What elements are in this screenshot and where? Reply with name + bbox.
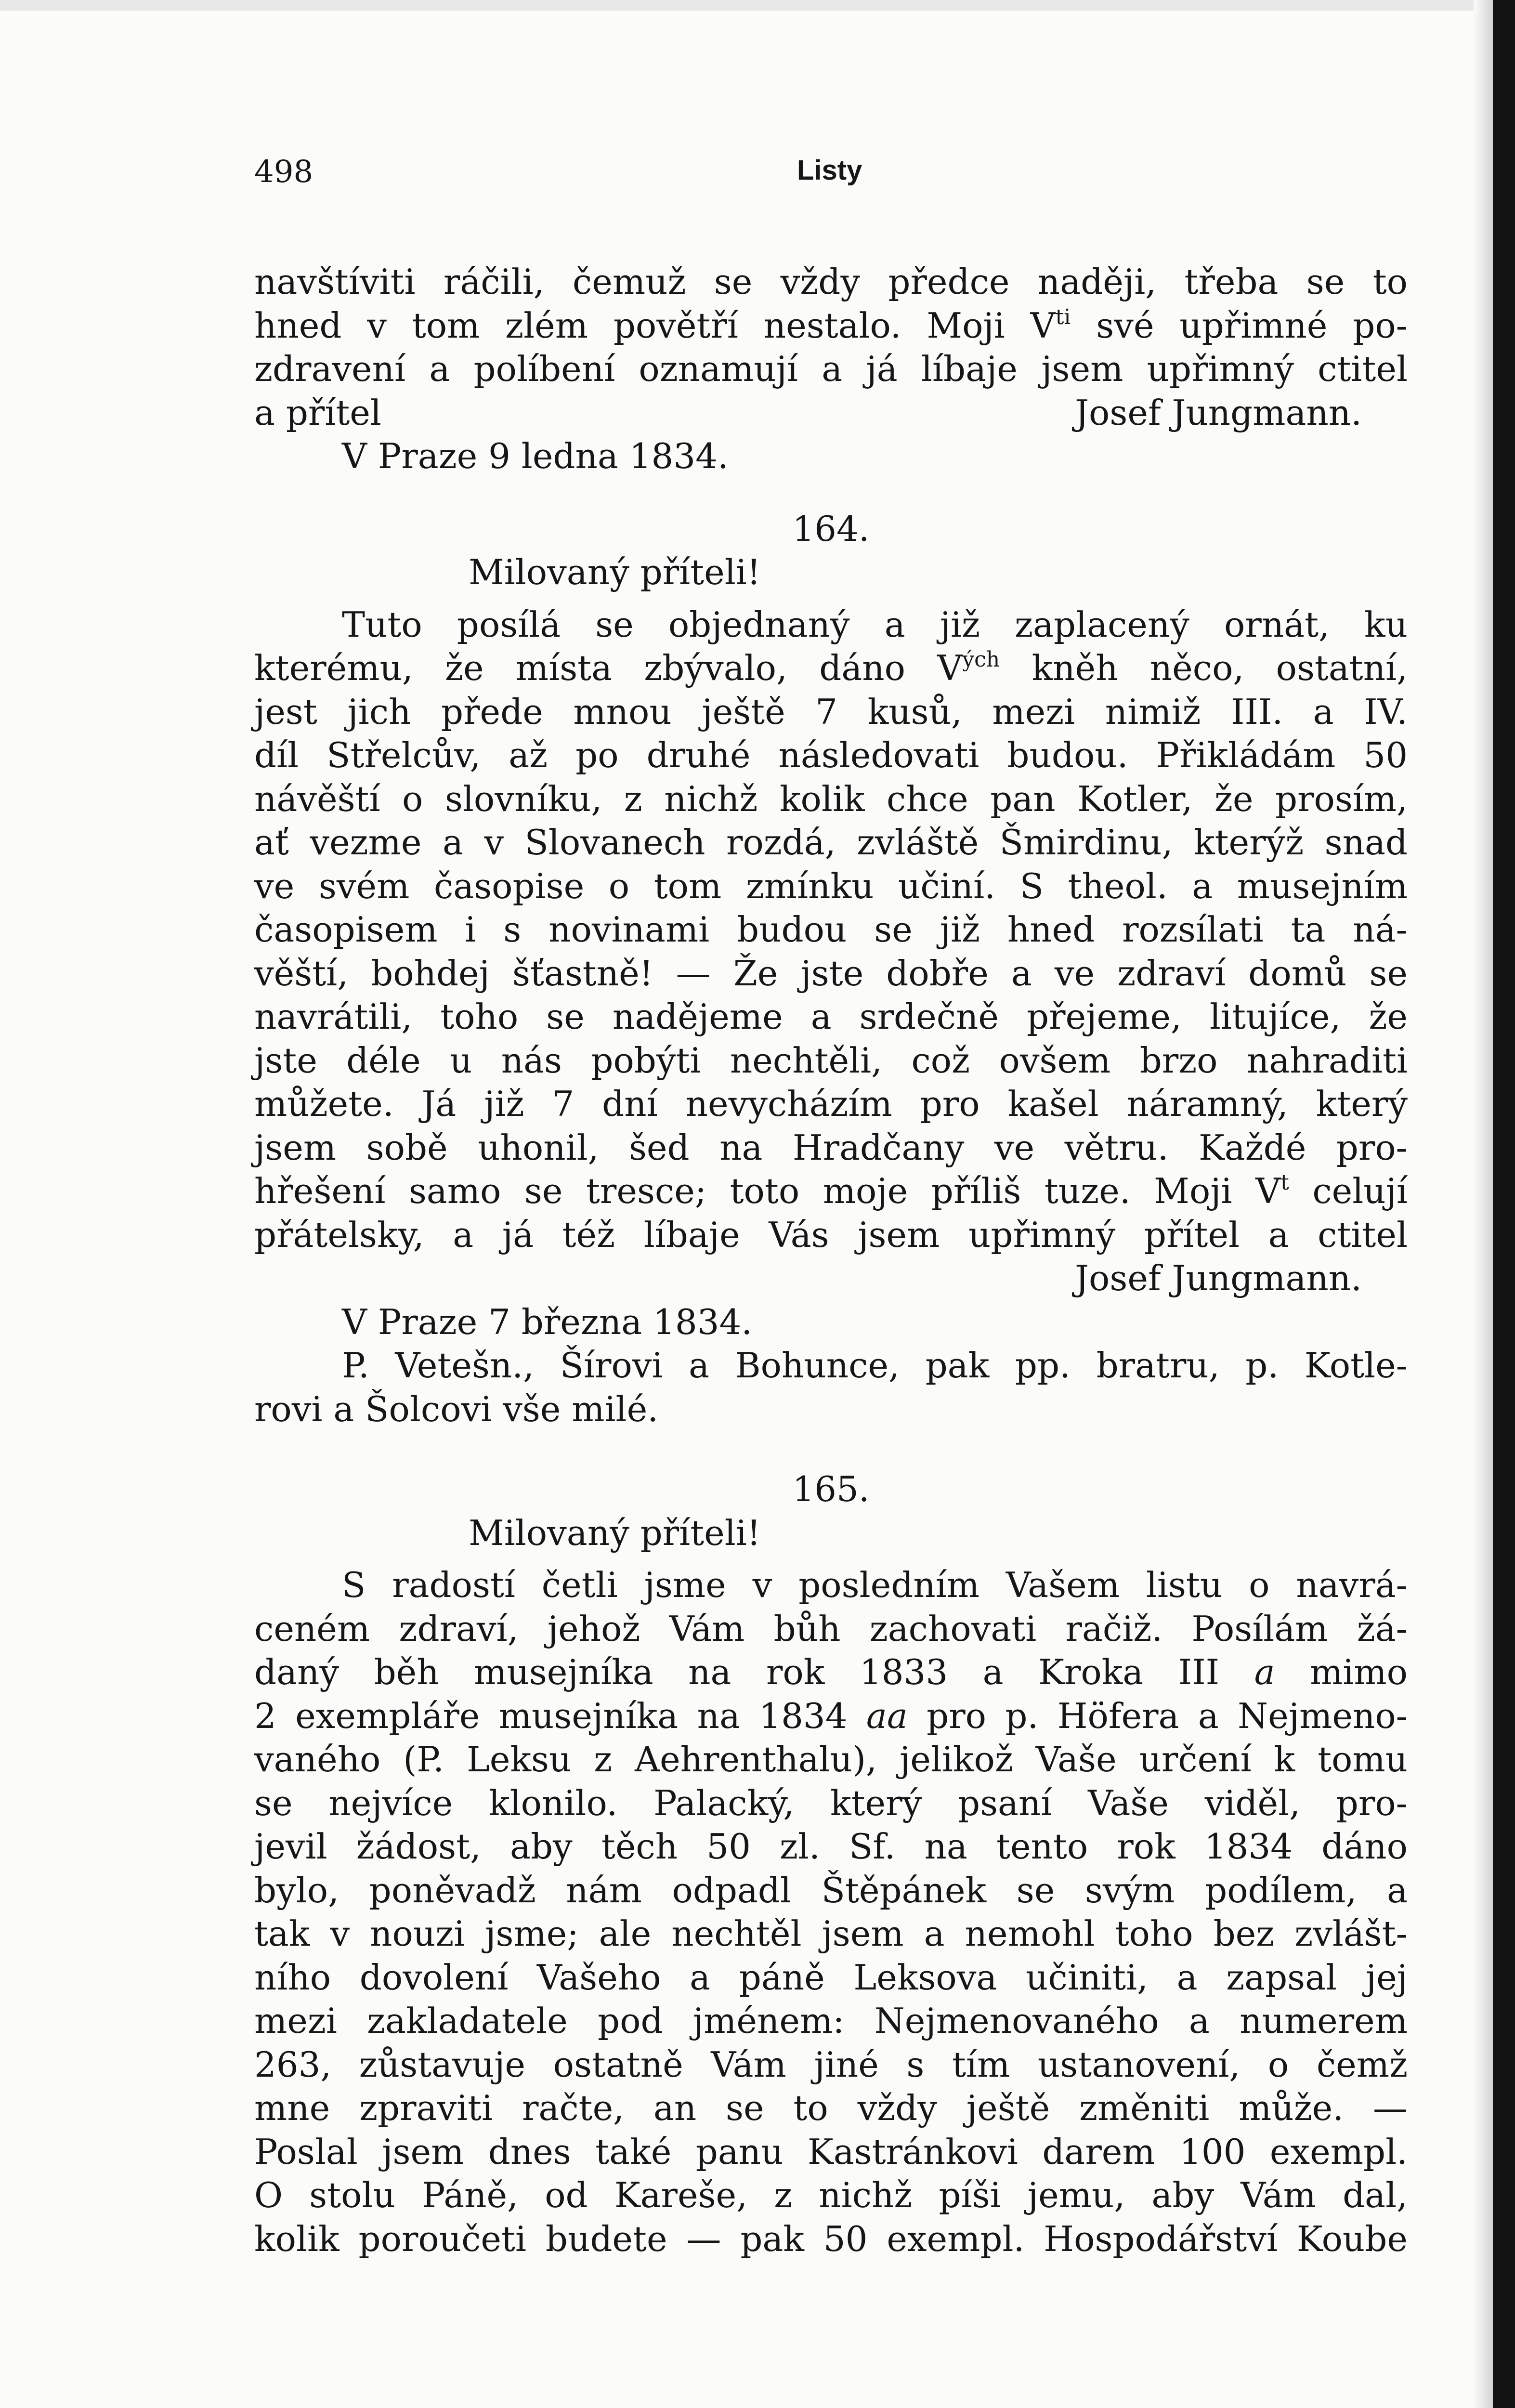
text-line: ního dovolení Vašeho a páně Leksova učiniti, a zapsal jej <box>254 1957 1408 1998</box>
superscript: t <box>1280 1170 1289 1195</box>
text-line: navrátili, toho se nadějeme a srdečně přejeme, litujíce, že <box>254 996 1408 1037</box>
text-line: přátelsky, a já též líbaje Vás jsem upřimný přítel a ctitel <box>254 1214 1408 1255</box>
signature: Josef Jungmann. <box>1075 392 1362 433</box>
text-line: zdravení a políbení oznamují a já líbaje jsem upřimný ctitel <box>254 349 1408 389</box>
salutation: Milovaný příteli! <box>469 1512 761 1553</box>
superscript: ých <box>962 647 1000 672</box>
text-line: ať vezme a v Slovanech rozdá, zvláště Šmirdinu, kterýž snad <box>254 822 1408 863</box>
text-line: bylo, poněvadž nám odpadl Štěpánek se svým podílem, a <box>254 1870 1408 1911</box>
text-line: a přítel Josef Jungmann. <box>254 391 1408 435</box>
page-number: 498 <box>254 154 313 190</box>
letter-165 <box>254 1467 1408 2261</box>
scan-edge-right <box>1493 0 1515 2408</box>
text-line: kolik poroučeti budete — pak 50 exempl. Hospodářství Koube <box>254 2218 1408 2259</box>
text-line: díl Střelcův, až po druhé následovati budou. Přikládám 50 <box>254 735 1408 775</box>
postscript-line: rovi a Šolcovi vše milé. <box>254 1388 659 1429</box>
text-line: tak v nouzi jsme; ale nechtěl jsem a nemohl toho bez zvlášt- <box>254 1913 1408 1954</box>
page-body <box>254 260 1408 2261</box>
text-line: navštíviti ráčili, čemuž se vždy předce naději, třeba se to <box>254 262 1408 302</box>
text-line: jest jich přede mnou ještě 7 kusů, mezi nimiž III. a IV. <box>254 691 1408 732</box>
text-line: kterému, že místa zbývalo, dáno $V^{ých}$ kněh něco, ostatní, <box>254 647 1408 688</box>
text-line: 263, zůstavuje ostatně Vám jiné s tím ustanovení, o čemž <box>254 2044 1408 2085</box>
text-line: ceném zdraví, jehož Vám bůh zachovati račiž. Posílám žá- <box>254 1608 1408 1649</box>
text-line: mezi zakladatele pod jménem: Nejmenovaného a numerem <box>254 2001 1408 2041</box>
date-line: V Praze 9 ledna 1834. <box>342 436 729 476</box>
text-line: Tuto posílá se objednaný a již zaplacený ornát, ku <box>342 604 1408 645</box>
text-line: daný běh musejníka na rok 1833 a Kroka III a mimo <box>254 1652 1408 1692</box>
superscript: ti <box>1055 304 1071 329</box>
date-line: V Praze 7 března 1834. <box>342 1301 753 1342</box>
text-line: můžete. Já již 7 dní nevycházím pro kašel náramný, který <box>254 1084 1408 1124</box>
page-gutter-shadow <box>1474 0 1493 2408</box>
text-line: hned v tom zlém povětří nestalo. Moji $V^{ti}$ své upřimné po- <box>254 304 1408 346</box>
text-line: Poslal jsem dnes také panu Kastránkovi darem 100 exempl. <box>254 2131 1408 2172</box>
text-line: časopisem i s novinami budou se již hned rozsílati ta ná- <box>254 909 1408 950</box>
text-line: S radostí četli jsme v posledním Vašem listu o navrá- <box>342 1565 1408 1605</box>
text-line: hřešení samo se tresce; toto moje příliš tuze. Moji $V^t$ celují <box>254 1170 1408 1211</box>
scan-edge-top <box>0 0 1515 11</box>
text-line: jsem sobě uhonil, šed na Hradčany ve větru. Každé pro- <box>254 1127 1408 1168</box>
text-line: vaného (P. Leksu z Aehrenthalu), jelikož Vaše určení k tomu <box>254 1739 1408 1780</box>
page-header <box>254 154 1410 212</box>
running-title: Listy <box>797 155 862 186</box>
letter-number: 164. <box>792 508 870 549</box>
letter-164 <box>254 507 1408 1431</box>
text-line: se nejvíce klonilo. Palacký, který psaní Vaše viděl, pro- <box>254 1782 1408 1823</box>
text-line: ve svém časopise o tom zmínku učiní. S theol. a musejním <box>254 865 1408 906</box>
text-line: mne zpraviti račte, an se to vždy ještě změniti může. — <box>254 2088 1408 2128</box>
postscript-line: P. Vetešn., Šírovi a Bohunce, pak pp. bratru, p. Kotle- <box>342 1345 1408 1386</box>
text-line: návěští o slovníku, z nichž kolik chce pan Kotler, že prosím, <box>254 778 1408 819</box>
text-line <box>254 1256 1408 1300</box>
letter-continuation <box>254 260 1408 478</box>
text-line: jevil žádost, aby těch 50 zl. Sf. na tento rok 1834 dáno <box>254 1826 1408 1867</box>
text-line: 2 exempláře musejníka na 1834 aa pro p. Höfera a Nejmeno- <box>254 1695 1408 1736</box>
text-line: věští, bohdej šťastně! — Že jste dobře a ve zdraví domů se <box>254 953 1408 994</box>
salutation: Milovaný příteli! <box>469 552 761 592</box>
text-line: O stolu Páně, od Kareše, z nichž píši jemu, aby Vám dal, <box>254 2175 1408 2215</box>
text-line: jste déle u nás pobýti nechtěli, což ovšem brzo nahraditi <box>254 1040 1408 1081</box>
letter-number: 165. <box>792 1469 870 1509</box>
signature: Josef Jungmann. <box>1075 1258 1362 1298</box>
